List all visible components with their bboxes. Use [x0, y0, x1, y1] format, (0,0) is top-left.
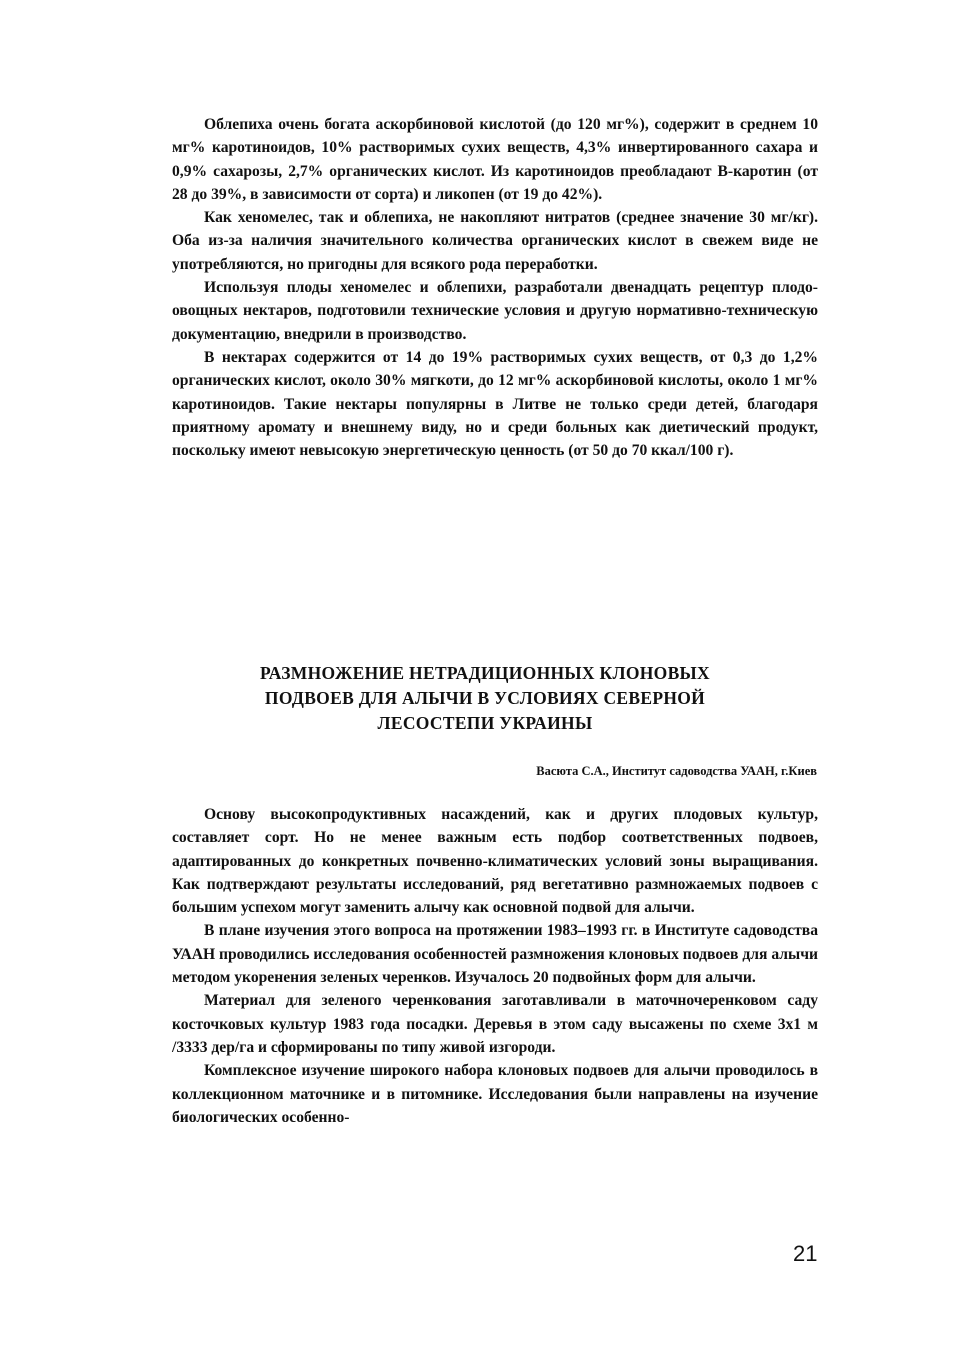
page-number: 21: [793, 1241, 818, 1266]
paragraph: Как хеномелес, так и облепиха, не накопляют нитратов (среднее значение 30 мг/кг). Оба из-за наличия значительного количества органических кислот в свежем виде не употребляются, но пригодны для всякого рода переработки.: [172, 209, 818, 273]
article-title: [160, 661, 810, 736]
paragraph: Основу высокопродуктивных насаждений, как и других плодовых культур, составляет сорт. Но не менее важным есть подбор соответственных подвоев, адаптированных до конкретных почвенно-климатических условий зоны выращивания. Как подтверждают результаты исследований, ряд вегетативно размножаемых подвоев с большим успехом могут заменить алычу как основной подвой для алычи.: [172, 806, 818, 917]
paragraph: В плане изучения этого вопроса на протяжении 1983–1993 гг. в Институте садоводства УААН проводились исследования особенностей размножения клоновых подвоев для алычи методом укоренения зеленых черенков. Изучалось 20 подвойных форм для алычи.: [172, 922, 818, 987]
paragraph: Материал для зеленого черенкования заготавливали в маточночеренковом саду косточковых культур 1983 года посадки. Деревья в этом саду высажены по схеме 3х1 м /3333 дер/га и сформированы по типу живой изгороди.: [172, 992, 818, 1056]
article-body: [172, 803, 818, 1129]
paragraph: В нектарах содержится от 14 до 19% растворимых сухих веществ, от 0,3 до 1,2% органических кислот, около 30% мягкоти, до 12 мг% аскорбиновой кислоты, около 1 мг% каротиноидов. Такие нектары популярны в Литве не только среди детей, благодаря приятному аромату и внешнему виду, но и среди больных как диетический продукт, поскольку имеют невысокую энергетическую ценность (от 50 до 70 ккал/100 г).: [172, 348, 818, 460]
title-line: РАЗМНОЖЕНИЕ НЕТРАДИЦИОННЫХ КЛОНОВЫХ: [260, 663, 710, 683]
previous-article-text: [172, 113, 818, 462]
title-line: ПОДВОЕВ ДЛЯ АЛЫЧИ В УСЛОВИЯХ СЕВЕРНОЙ: [264, 688, 706, 708]
author-line: Васюта С.А., Институт садоводства УААН, г.Киев: [536, 764, 817, 778]
paragraph: Облепиха очень богата аскорбиновой кислотой (до 120 мг%), содержит в среднем 10 мг% каротиноидов, 10% растворимых сухих веществ, 4,3% инвертированного сахара и 0,9% сахарозы, 2,7% органических кислот. Из каротиноидов преобладают В-каротин (от 28 до 39%, в зависимости от сорта) и ликопен (от 19 до 42%).: [172, 116, 818, 203]
title-line: ЛЕСОСТЕПИ УКРАИНЫ: [377, 713, 593, 733]
paragraph: Используя плоды хеномелес и облепихи, разработали двенадцать рецептур плодо-овощных нектаров, подготовили технические условия и другую нормативно-техническую документацию, внедрили в производство.: [172, 279, 818, 343]
paragraph: Комплексное изучение широкого набора клоновых подвоев для алычи проводилось в коллекционном маточнике и в питомнике. Исследования были направлены на изучение биологических особенно-: [172, 1062, 818, 1126]
